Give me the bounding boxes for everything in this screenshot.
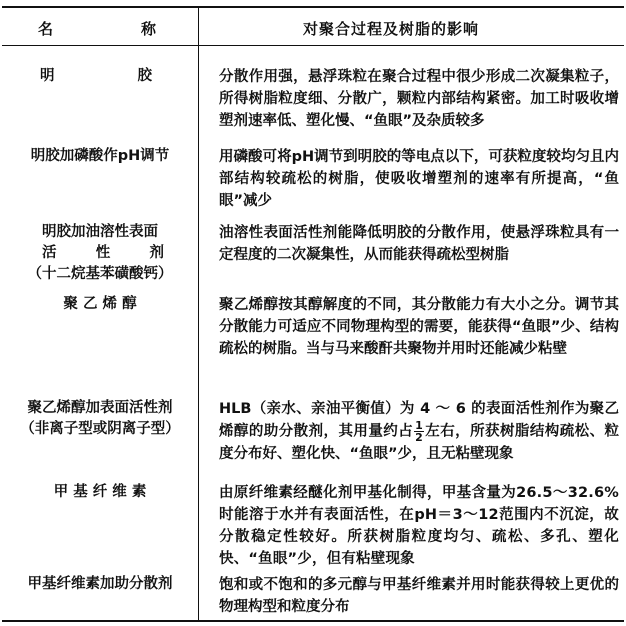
column-header-name-right: 称 [140,20,156,38]
fraction-numerator: 1 [415,419,423,432]
row-name-char-a: 活 [42,245,57,261]
row-name-char-b: 性 [95,245,111,261]
table-header-rule [2,45,624,46]
row-name-pva: 聚 乙 烯 醇 [63,296,137,312]
table-bottom-rule [2,620,624,622]
row-effect-gelatin-phosphoric: 用磷酸可将pH调节到明胶的等电点以下，可获粒度较均匀且内部结构较疏松的树脂，使吸收增塑剂的速率有所提高，“鱼眼”减少 [219,149,619,209]
row-name-gelatin-surfactant-line2 [10,243,190,264]
row-name-gelatin-surfactant-line1: 明胶加油溶性表面 [42,224,158,240]
row-effect-pva: 聚乙烯醇按其醇解度的不同，其分散能力有大小之分。调节其分散能力可适应不同物理构型的需要，能获得“鱼眼”少、结构疏松的树脂。当与马来酸酐共聚物并用时还能减少粘壁 [219,297,619,357]
row-name-gelatin-b: 胶 [137,68,152,84]
row-name-gelatin-surfactant [10,222,190,285]
column-header-name-left: 名 [38,20,54,38]
row-effect-methylcellulose: 由原纤维素经醚化剂甲基化制得，甲基含量为26.5～32.6%时能溶于水并有表面活性，在pH＝3～12范围内不沉淀，故分散稳定性较好。所获树脂粒度均匀、疏松、多孔、塑化快、“鱼眼”少，但有粘壁现象 [219,485,619,567]
column-header-name [38,18,156,39]
row-name-methylcellulose: 甲 基 纤 维 素 [53,484,147,500]
fraction-denominator: 2 [415,431,423,444]
column-divider [198,6,199,622]
row-name-gelatin-a: 明 [40,68,55,84]
table-top-rule [2,6,624,8]
row-name-gelatin-surfactant-line3: （十二烷基苯磺酸钙） [27,266,173,282]
row-effect-gelatin: 分散作用强，悬浮珠粒在聚合过程中很少形成二次凝集粒子，所得树脂粒度细、分散广，颗粒内部结构紧密。加工时吸收增塑剂速率低、塑化慢、“鱼眼”及杂质较多 [219,69,619,129]
row-effect-pva-surfactant [219,398,619,465]
row-effect-pva-surfactant-part2: 左右，所获树脂结构疏松、粒度分布好、塑化快、“鱼眼”少，且无粘壁现象 [219,423,619,462]
row-effect-methylcellulose-aid: 饱和或不饱和的多元醇与甲基纤维素并用时能获得较上更优的物理构型和粒度分布 [219,577,619,615]
row-name-methylcellulose-aid: 甲基纤维素加助分散剂 [27,576,173,592]
row-name-gelatin [10,66,190,87]
column-header-effect: 对聚合过程及树脂的影响 [303,20,480,38]
row-effect-pva-surfactant-part1: HLB（亲水、亲油平衡值）为 4 ～ 6 的表面活性剂作为聚乙烯醇的助分散剂，其用量约占 [219,401,619,440]
row-name-pva-surfactant-line1: 聚乙烯醇加表面活性剂 [27,400,173,416]
row-name-gelatin-phosphoric: 明胶加磷酸作pH调节 [30,148,170,164]
row-effect-gelatin-surfactant: 油溶性表面活性剂能降低明胶的分散作用，使悬浮珠粒具有一定程度的二次凝集性，从而能获得疏松型树脂 [219,225,619,263]
row-name-char-c: 剂 [149,245,164,261]
row-name-pva-surfactant-line2: （非离子型或阴离子型） [20,421,180,437]
fraction [414,420,424,443]
row-name-pva-surfactant [10,398,190,440]
